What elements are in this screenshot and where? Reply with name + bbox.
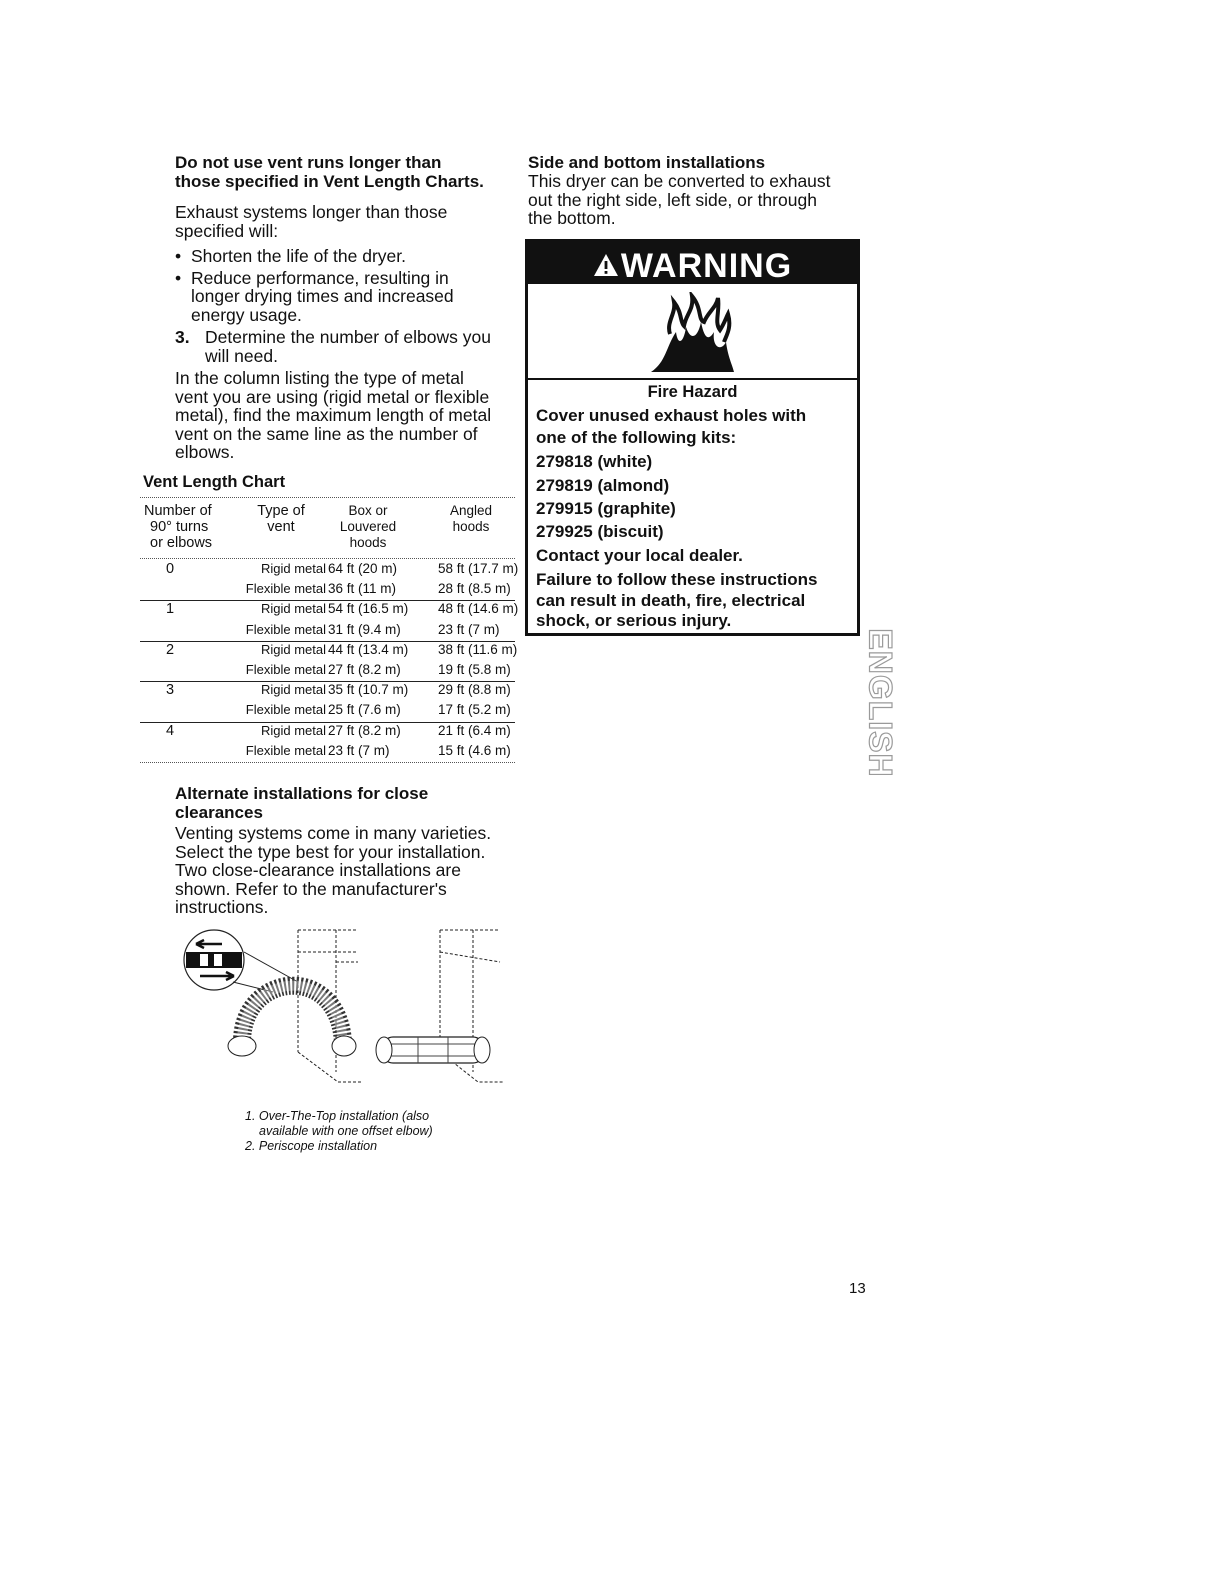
- elbows-cell: 3: [165, 682, 175, 699]
- box-hood-cell: 23 ft (7 m): [328, 742, 390, 758]
- box-hood-cell: 54 ft (16.5 m): [328, 601, 409, 617]
- elbows-cell: 1: [165, 601, 175, 618]
- language-tab: [860, 616, 900, 791]
- vent-type-cell: Rigid metal: [260, 722, 326, 738]
- vent-type-cell: Flexible metal: [245, 581, 326, 597]
- alternate-body: Venting systems come in many varieties. Select the type best for your installation. Two close-clearance installations are shown. Refer to the manufacturer's instructions.: [175, 823, 492, 918]
- step-3: 3. Determine the number of elbows you will need.: [175, 327, 491, 366]
- side-bottom-heading: Side and bottom installations: [528, 153, 766, 172]
- box-hood-cell: 35 ft (10.7 m): [328, 682, 409, 698]
- angled-hood-cell: 38 ft (11.6 m): [438, 641, 518, 657]
- elbows-cell: 0: [165, 561, 175, 577]
- box-hood-cell: 31 ft (9.4 m): [328, 621, 401, 637]
- vent-type-cell: Rigid metal: [260, 601, 326, 617]
- angled-hood-cell: 48 ft (14.6 m): [438, 601, 519, 617]
- bullet-item: • Reduce performance, resulting in longer drying times and increased energy usage.: [175, 267, 454, 325]
- left-heading: Do not use vent runs longer than those specified in Vent Length Charts.: [175, 153, 484, 191]
- vent-type-cell: Rigid metal: [260, 641, 326, 657]
- warning-box: [525, 239, 860, 636]
- kit-white: 279818 (white): [536, 452, 653, 471]
- bullet-list: [175, 247, 515, 324]
- fire-icon: [646, 292, 736, 374]
- angled-hood-cell: 19 ft (5.8 m): [438, 662, 511, 677]
- vent-installation-illustration: [178, 922, 508, 1092]
- vent-type-cell: Flexible metal: [245, 742, 326, 758]
- header-box: Box or Louvered hoods: [339, 503, 397, 550]
- box-hood-cell: 27 ft (8.2 m): [328, 662, 401, 677]
- box-hood-cell: 36 ft (11 m): [328, 581, 397, 597]
- kit-almond: 279819 (almond): [536, 476, 670, 495]
- header-angled: Angled hoods: [449, 503, 493, 534]
- angled-hood-cell: 15 ft (4.6 m): [438, 742, 511, 758]
- alternate-heading: Alternate installations for close clearances: [175, 784, 429, 822]
- bullet-icon: •: [175, 267, 182, 288]
- header-elbows: Number of 90° turns or elbows: [144, 503, 213, 551]
- instructions-text: In the column listing the type of metal vent you are using (rigid metal or flexible metal), find the maximum length of metal vent on the same line as the number of elbows.: [175, 368, 492, 463]
- elbows-cell: 4: [165, 722, 175, 739]
- side-bottom-body: This dryer can be converted to exhaust out the right side, left side, or through the bottom.: [528, 171, 831, 229]
- page-number: 13: [849, 1280, 866, 1297]
- box-hood-cell: 44 ft (13.4 m): [328, 641, 409, 657]
- language-tab-label: ENGLISH: [862, 628, 899, 778]
- warning-line: Failure to follow these instructions: [536, 570, 818, 589]
- angled-hood-cell: 23 ft (7 m): [438, 621, 500, 637]
- intro-text: Exhaust systems longer than those specified will:: [175, 202, 448, 241]
- step-number: 3.: [175, 327, 190, 347]
- fire-hazard-title: Fire Hazard: [647, 383, 738, 401]
- warning-triangle-icon: [593, 244, 619, 288]
- elbows-cell: 2: [165, 641, 175, 658]
- angled-hood-cell: 29 ft (8.8 m): [438, 682, 511, 698]
- angled-hood-cell: 21 ft (6.4 m): [438, 722, 511, 738]
- box-hood-cell: 25 ft (7.6 m): [328, 702, 401, 718]
- warning-line: one of the following kits:: [536, 428, 737, 447]
- box-hood-cell: 64 ft (20 m): [328, 561, 398, 576]
- vent-type-cell: Flexible metal: [245, 702, 326, 718]
- kit-graphite: 279915 (graphite): [536, 499, 676, 518]
- angled-hood-cell: 17 ft (5.2 m): [438, 702, 511, 718]
- periscope-vent: [383, 1037, 483, 1063]
- vent-type-cell: Flexible metal: [245, 662, 326, 677]
- box-hood-cell: 27 ft (8.2 m): [328, 722, 401, 738]
- warning-header: [528, 242, 857, 284]
- vent-type-cell: Flexible metal: [245, 621, 326, 637]
- angled-hood-cell: 28 ft (8.5 m): [438, 581, 511, 597]
- bullet-item: • Shorten the life of the dryer.: [175, 246, 406, 266]
- warning-line: Cover unused exhaust holes with: [536, 406, 807, 425]
- figure-caption: 1. Over-The-Top installation (also available with one offset elbow) 2. Periscope installation: [245, 1109, 433, 1153]
- dealer-line: Contact your local dealer.: [536, 546, 743, 565]
- vent-chart-title: Vent Length Chart: [143, 473, 286, 491]
- angled-hood-cell: 58 ft (17.7 m): [438, 561, 519, 576]
- header-type: Type of vent: [257, 503, 305, 535]
- warning-line: can result in death, fire, electrical: [536, 591, 806, 610]
- bullet-icon: •: [175, 246, 182, 266]
- vent-type-cell: Rigid metal: [260, 561, 326, 576]
- vent-type-cell: Rigid metal: [260, 682, 326, 698]
- kit-biscuit: 279925 (biscuit): [536, 522, 664, 541]
- warning-signal-word: WARNING: [620, 247, 793, 286]
- warning-line: shock, or serious injury.: [536, 611, 732, 630]
